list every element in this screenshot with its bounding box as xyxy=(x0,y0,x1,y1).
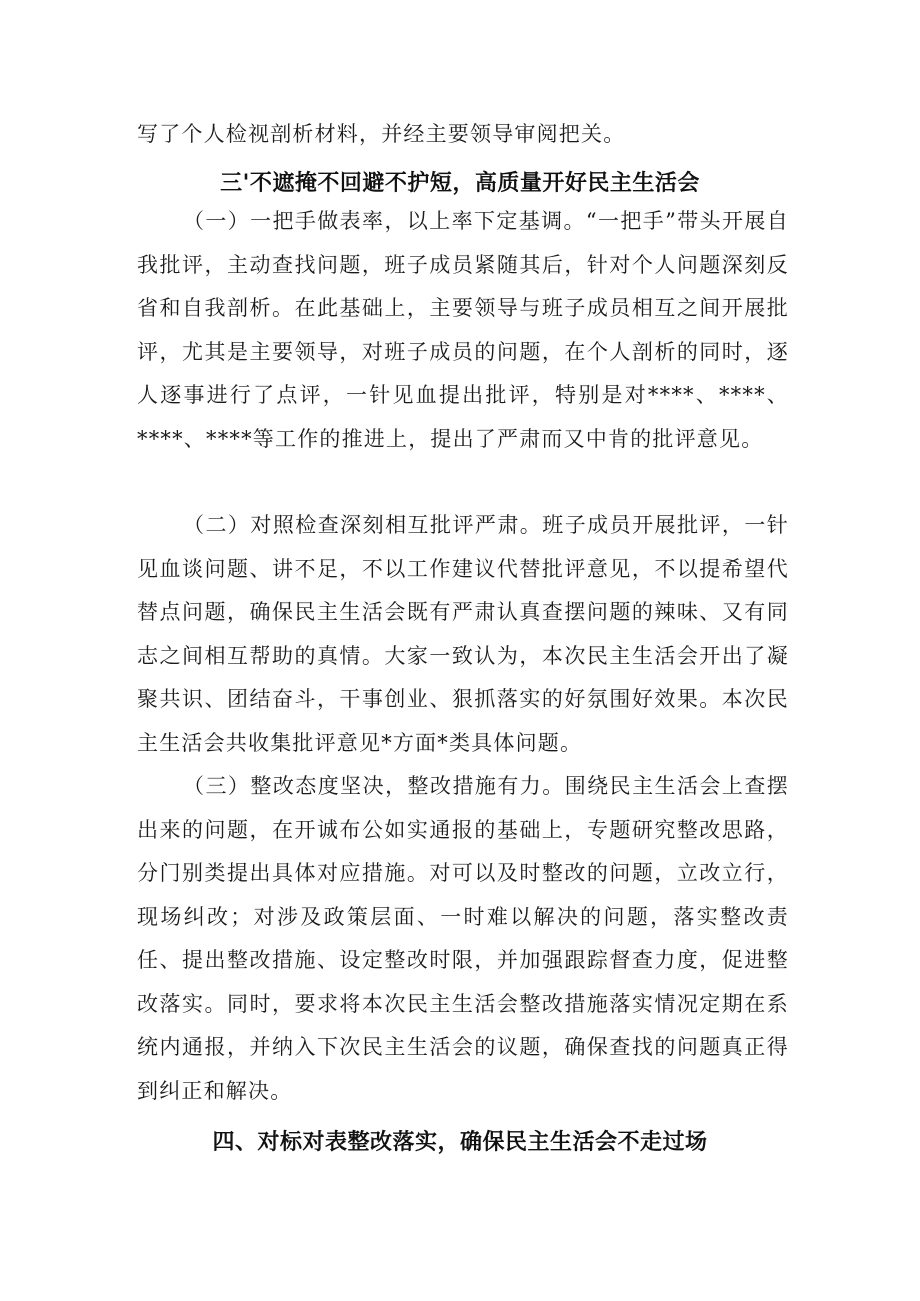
paragraph-1: （一）一把手做表率，以上率下定基调。“一把手”带头开展自我批评，主动查找问题，班子成员紧随其后，针对个人问题深刻反省和自我剖析。在此基础上，主要领导与班子成员相互之间开展批评，尤其是主要领导，对班子成员的问题，在个人剖析的同时，逐人逐事进行了点评，一针见血提出批评，特别是对****、****、****、****等工作的推进上，提出了严肃而又中肯的批评意见。 xyxy=(137,209,789,451)
paragraph-top: 写了个人检视剖析材料，并经主要领导审阅把关。 xyxy=(137,122,626,146)
section3-heading: 三'不遮掩不回避不护短，高质量开好民主生活会 xyxy=(220,171,700,196)
section4-heading: 四、对标对表整改落实，确保民主生活会不走过场 xyxy=(212,1130,708,1155)
paragraph-2: （二）对照检查深刻相互批评严肃。班子成员开展批评，一针见血谈问题、讲不足，不以工作建议代替批评意见，不以提希望代替点问题，确保民主生活会既有严肃认真查摆问题的辣味、又有同志之间相互帮助的真情。大家一致认为，本次民主生活会开出了凝聚共识、团结奋斗，干事创业、狠抓落实的好氛围好效果。本次民主生活会共收集批评意见*方面*类具体问题。 xyxy=(137,513,789,755)
paragraph-3: （三）整改态度坚决，整改措施有力。围绕民主生活会上查摆出来的问题，在开诚布公如实通报的基础上，专题研究整改思路，分门别类提出具体对应措施。对可以及时整改的问题，立改立行，现场纠改；对涉及政策层面、一时难以解决的问题，落实整改责任、提出整改措施、设定整改时限，并加强跟踪督查力度，促进整改落实。同时，要求将本次民主生活会整改措施落实情况定期在系统内通报，并纳入下次民主生活会的议题，确保查找的问题真正得到纠正和解决。 xyxy=(137,774,789,1103)
